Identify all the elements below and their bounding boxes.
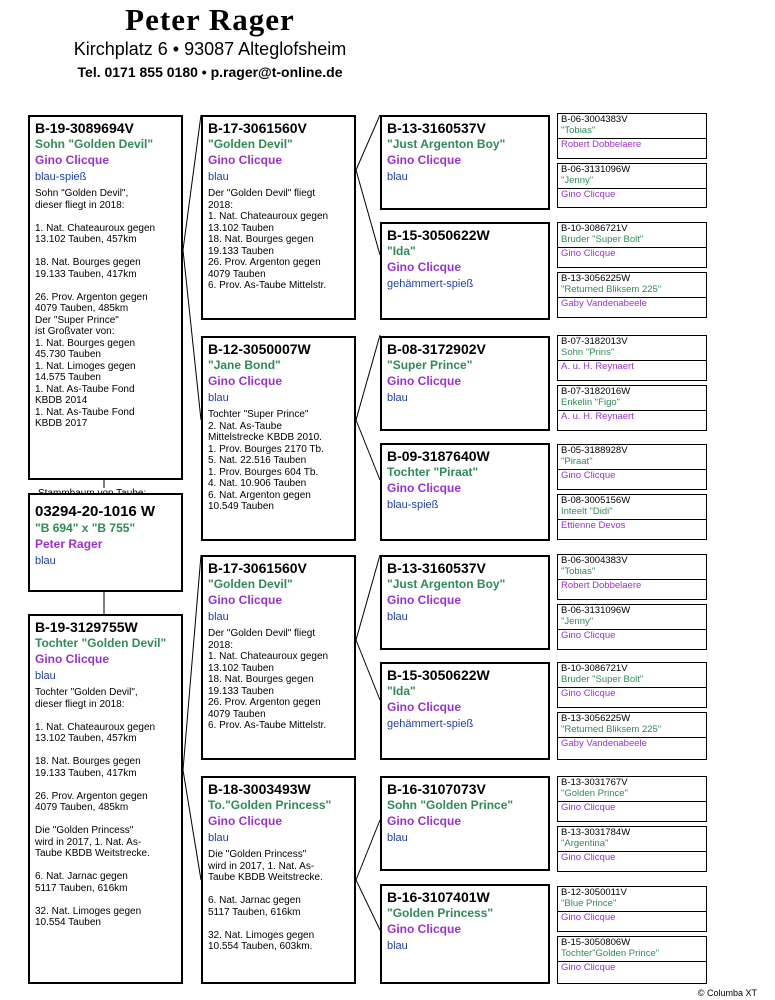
gen4-card-8[interactable] (557, 494, 707, 540)
breeder: Gino Clicque (387, 260, 462, 274)
gen3-card-7[interactable] (380, 776, 550, 871)
gen3-card-8[interactable] (380, 884, 550, 984)
pigeon-name: "Ida" (387, 244, 416, 258)
pigeon-name: "Tobias" (561, 566, 596, 577)
color: blau (208, 171, 229, 183)
color: blau (387, 832, 408, 844)
color: blau (387, 611, 408, 623)
color: blau (208, 832, 229, 844)
ring-number: B-12-3050007W (208, 341, 311, 357)
breeder: Gino Clicque (208, 153, 283, 167)
ring-number: B-07-3182016W (561, 386, 631, 397)
ring-number: B-10-3086721V (561, 663, 628, 674)
pigeon-name: "Returned Bliksem 225" (561, 284, 662, 295)
performance-notes: Tochter "Super Prince" 2. Nat. As-Taube Mittelstrecke KBDB 2010. 1. Prov. Bourges 2170 Tb. 5. Nat. 22.516 Tauben 1. Prov. Bourges 604 Tb. 4. Nat. 10.906 Tauben 6. Nat. Argenton gegen 10.549 Tauben (208, 409, 324, 512)
ring-number: B-07-3182013V (561, 336, 628, 347)
gen3-card-6[interactable] (380, 662, 550, 760)
gen4-card-10[interactable] (557, 604, 707, 650)
gen4-card-13[interactable] (557, 776, 707, 822)
breeder: Gino Clicque (561, 688, 616, 699)
pigeon-name: "Tobias" (561, 125, 596, 136)
ring-number: B-19-3089694V (35, 120, 134, 136)
pigeon-name: To."Golden Princess" (208, 798, 332, 812)
grandsire-paternal-card[interactable] (201, 115, 356, 320)
breeder: Gino Clicque (387, 153, 462, 167)
ring-number: B-13-3031767V (561, 777, 628, 788)
breeder: Gino Clicque (35, 652, 110, 666)
pigeon-name: Bruder "Super Bolt" (561, 234, 644, 245)
gen4-card-3[interactable] (557, 222, 707, 268)
subject-card[interactable] (28, 493, 183, 592)
pigeon-name: "Jenny" (561, 616, 594, 627)
gen4-card-9[interactable] (557, 554, 707, 600)
gen3-card-2[interactable] (380, 222, 550, 320)
breeder: Gaby Vandenabeele (561, 298, 647, 309)
pigeon-name: "Golden Devil" (208, 137, 293, 151)
pigeon-name: "Jane Bond" (208, 358, 281, 372)
breeder: Gino Clicque (561, 912, 616, 923)
breeder: Gino Clicque (561, 248, 616, 259)
subject-breeder: Peter Rager (35, 537, 103, 551)
breeder: Gino Clicque (561, 852, 616, 863)
breeder: Gino Clicque (387, 593, 462, 607)
breeder: Gino Clicque (561, 630, 616, 641)
breeder: Gino Clicque (387, 922, 462, 936)
copyright-footer: © Columba XT (697, 988, 757, 998)
color: blau (387, 940, 408, 952)
color: blau (208, 611, 229, 623)
breeder: Gaby Vandenabeele (561, 738, 647, 749)
sire-card[interactable] (28, 115, 183, 480)
pigeon-name: "Blue Prince" (561, 898, 617, 909)
breeder: Robert Dobbelaere (561, 580, 642, 591)
ring-number: B-15-3050622W (387, 227, 490, 243)
gen3-card-3[interactable] (380, 336, 550, 431)
breeder: Gino Clicque (387, 814, 462, 828)
breeder: Gino Clicque (208, 814, 283, 828)
pigeon-name: "Jenny" (561, 175, 594, 186)
performance-notes: Die "Golden Princess" wird in 2017, 1. Nat. As- Taube KBDB Weitstrecke. 6. Nat. Jarnac gegen 5117 Tauben, 616km 32. Nat. Limoges gegen 10.554 Tauben, 603km. (208, 849, 323, 952)
gen4-card-1[interactable] (557, 113, 707, 159)
grandsire-maternal-card[interactable] (201, 555, 356, 760)
gen4-card-11[interactable] (557, 662, 707, 708)
color: gehämmert-spieß (387, 718, 474, 730)
dam-card[interactable] (28, 614, 183, 984)
ring-number: B-19-3129755W (35, 619, 138, 635)
breeder: Robert Dobbelaere (561, 139, 642, 150)
ring-number: B-06-3131096W (561, 164, 631, 175)
breeder: Gino Clicque (387, 700, 462, 714)
gen4-card-15[interactable] (557, 886, 707, 932)
pigeon-name: "Just Argenton Boy" (387, 577, 506, 591)
breeder: Gino Clicque (561, 802, 616, 813)
pigeon-name: "Just Argenton Boy" (387, 137, 506, 151)
ring-number: B-16-3107073V (387, 781, 486, 797)
breeder-name: Peter Rager (125, 2, 295, 37)
granddam-paternal-card[interactable] (201, 336, 356, 541)
pigeon-name: "Golden Princess" (387, 906, 494, 920)
breeder: A. u. H. Reynaert (561, 361, 634, 372)
breeder: Gino Clicque (208, 593, 283, 607)
gen4-card-4[interactable] (557, 272, 707, 318)
pigeon-name: "Ida" (387, 684, 416, 698)
breeder: Ettienne Devos (561, 520, 626, 531)
pigeon-name: "Piraat" (561, 456, 593, 467)
breeder: A. u. H. Reynaert (561, 411, 634, 422)
gen4-card-2[interactable] (557, 163, 707, 208)
ring-number: B-05-3188928V (561, 445, 628, 456)
breeder: Gino Clicque (561, 470, 616, 481)
pigeon-name: "Golden Devil" (208, 577, 293, 591)
gen4-card-12[interactable] (557, 712, 707, 760)
color: blau-spieß (35, 171, 87, 183)
pigeon-name: Tochter "Golden Devil" (35, 636, 167, 650)
pigeon-name: Bruder "Super Bolt" (561, 674, 644, 685)
gen4-card-6[interactable] (557, 385, 707, 431)
gen4-card-5[interactable] (557, 335, 707, 381)
pigeon-name: "Super Prince" (387, 358, 473, 372)
pigeon-name: Enkelin "Figo" (561, 397, 621, 408)
ring-number: B-16-3107401W (387, 889, 490, 905)
pigeon-name: "Argentina" (561, 838, 609, 849)
breeder: Gino Clicque (35, 153, 110, 167)
breeder-contact: Tel. 0171 855 0180 • p.rager@t-online.de (77, 64, 343, 80)
pigeon-name: Tochter "Piraat" (387, 465, 479, 479)
breeder: Gino Clicque (561, 189, 616, 200)
color: blau (387, 171, 408, 183)
pigeon-name: Inteelt "Didi" (561, 506, 613, 517)
ring-number: B-17-3061560V (208, 120, 307, 136)
color: blau-spieß (387, 499, 439, 511)
ring-number: B-15-3050806W (561, 937, 631, 948)
pigeon-name: "Golden Prince" (561, 788, 628, 799)
ring-number: B-17-3061560V (208, 560, 307, 576)
ring-number: B-13-3160537V (387, 560, 486, 576)
breeder: Gino Clicque (387, 374, 462, 388)
pigeon-name: "Returned Bliksem 225" (561, 724, 662, 735)
ring-number: B-12-3050011V (561, 887, 627, 898)
pigeon-name: Tochter"Golden Prince" (561, 948, 660, 959)
gen3-card-4[interactable] (380, 443, 550, 541)
ring-number: B-13-3056225W (561, 713, 631, 724)
ring-number: B-08-3005156W (561, 495, 631, 506)
color: blau (35, 670, 56, 682)
performance-notes: Sohn "Golden Devil", dieser fliegt in 2018: 1. Nat. Chateauroux gegen 13.102 Tauben, 457km 18. Nat. Bourges gegen 19.133 Tauben, 417km 26. Prov. Argenton gegen 4079 Tauben, 485km Der "Super Prince" ist Großvater von: 1. Nat. Bourges gegen 45.730 Tauben 1. Nat. Limoges gegen 14.575 Tauben 1. Nat. As-Taube Fond KBDB 2014 1. Nat. As-Taube Fond KBDB 2017 (35, 188, 156, 429)
subject-color: blau (35, 555, 56, 567)
subject-parentage: "B 694" x "B 755" (35, 521, 136, 535)
color: gehämmert-spieß (387, 278, 474, 290)
ring-number: B-13-3160537V (387, 120, 486, 136)
gen3-card-1[interactable] (380, 115, 550, 210)
subject-ring-number: 03294-20-1016 W (35, 503, 156, 520)
ring-number: B-06-3004383V (561, 114, 628, 125)
color: blau (208, 392, 229, 404)
performance-notes: Der "Golden Devil" fliegt 2018: 1. Nat. Chateauroux gegen 13.102 Tauben 18. Nat. Bourges gegen 19.133 Tauben 26. Prov. Argenton gegen 4079 Tauben 6. Prov. As-Taube Mittelstr. (208, 188, 329, 291)
gen4-card-7[interactable] (557, 444, 707, 490)
ring-number: B-10-3086721V (561, 223, 628, 234)
performance-notes: Tochter "Golden Devil", dieser fliegt in 2018: 1. Nat. Chateauroux gegen 13.102 Tauben, 457km 18. Nat. Bourges gegen 19.133 Tauben, 417km 26. Prov. Argenton gegen 4079 Tauben, 485km Die "Golden Princess" wird in 2017, 1. Nat. As- Taube KBDB Weitstrecke. 6. Nat. Jarnac gegen 5117 Tauben, 616km 32. Nat. Limoges gegen 10.554 Tauben (35, 687, 156, 928)
ring-number: B-09-3187640W (387, 448, 490, 464)
pigeon-name: Sohn "Golden Prince" (387, 798, 514, 812)
granddam-maternal-card[interactable] (201, 776, 356, 984)
gen4-card-16[interactable] (557, 936, 707, 984)
ring-number: B-15-3050622W (387, 667, 490, 683)
ring-number: B-13-3056225W (561, 273, 631, 284)
breeder: Gino Clicque (208, 374, 283, 388)
pigeon-name: Sohn "Prins" (561, 347, 615, 358)
breeder-address: Kirchplatz 6 • 93087 Alteglofsheim (73, 39, 347, 59)
ring-number: B-08-3172902V (387, 341, 486, 357)
ring-number: B-06-3131096W (561, 605, 631, 616)
ring-number: B-18-3003493W (208, 781, 311, 797)
performance-notes: Der "Golden Devil" fliegt 2018: 1. Nat. Chateauroux gegen 13.102 Tauben 18. Nat. Bourges gegen 19.133 Tauben 26. Prov. Argenton gegen 4079 Tauben 6. Prov. As-Taube Mittelstr. (208, 628, 329, 731)
breeder: Gino Clicque (561, 962, 616, 973)
ring-number: B-13-3031784W (561, 827, 631, 838)
ring-number: B-06-3004383V (561, 555, 628, 566)
pigeon-name: Sohn "Golden Devil" (35, 137, 154, 151)
color: blau (387, 392, 408, 404)
gen4-card-14[interactable] (557, 826, 707, 872)
breeder: Gino Clicque (387, 481, 462, 495)
gen3-card-5[interactable] (380, 555, 550, 650)
